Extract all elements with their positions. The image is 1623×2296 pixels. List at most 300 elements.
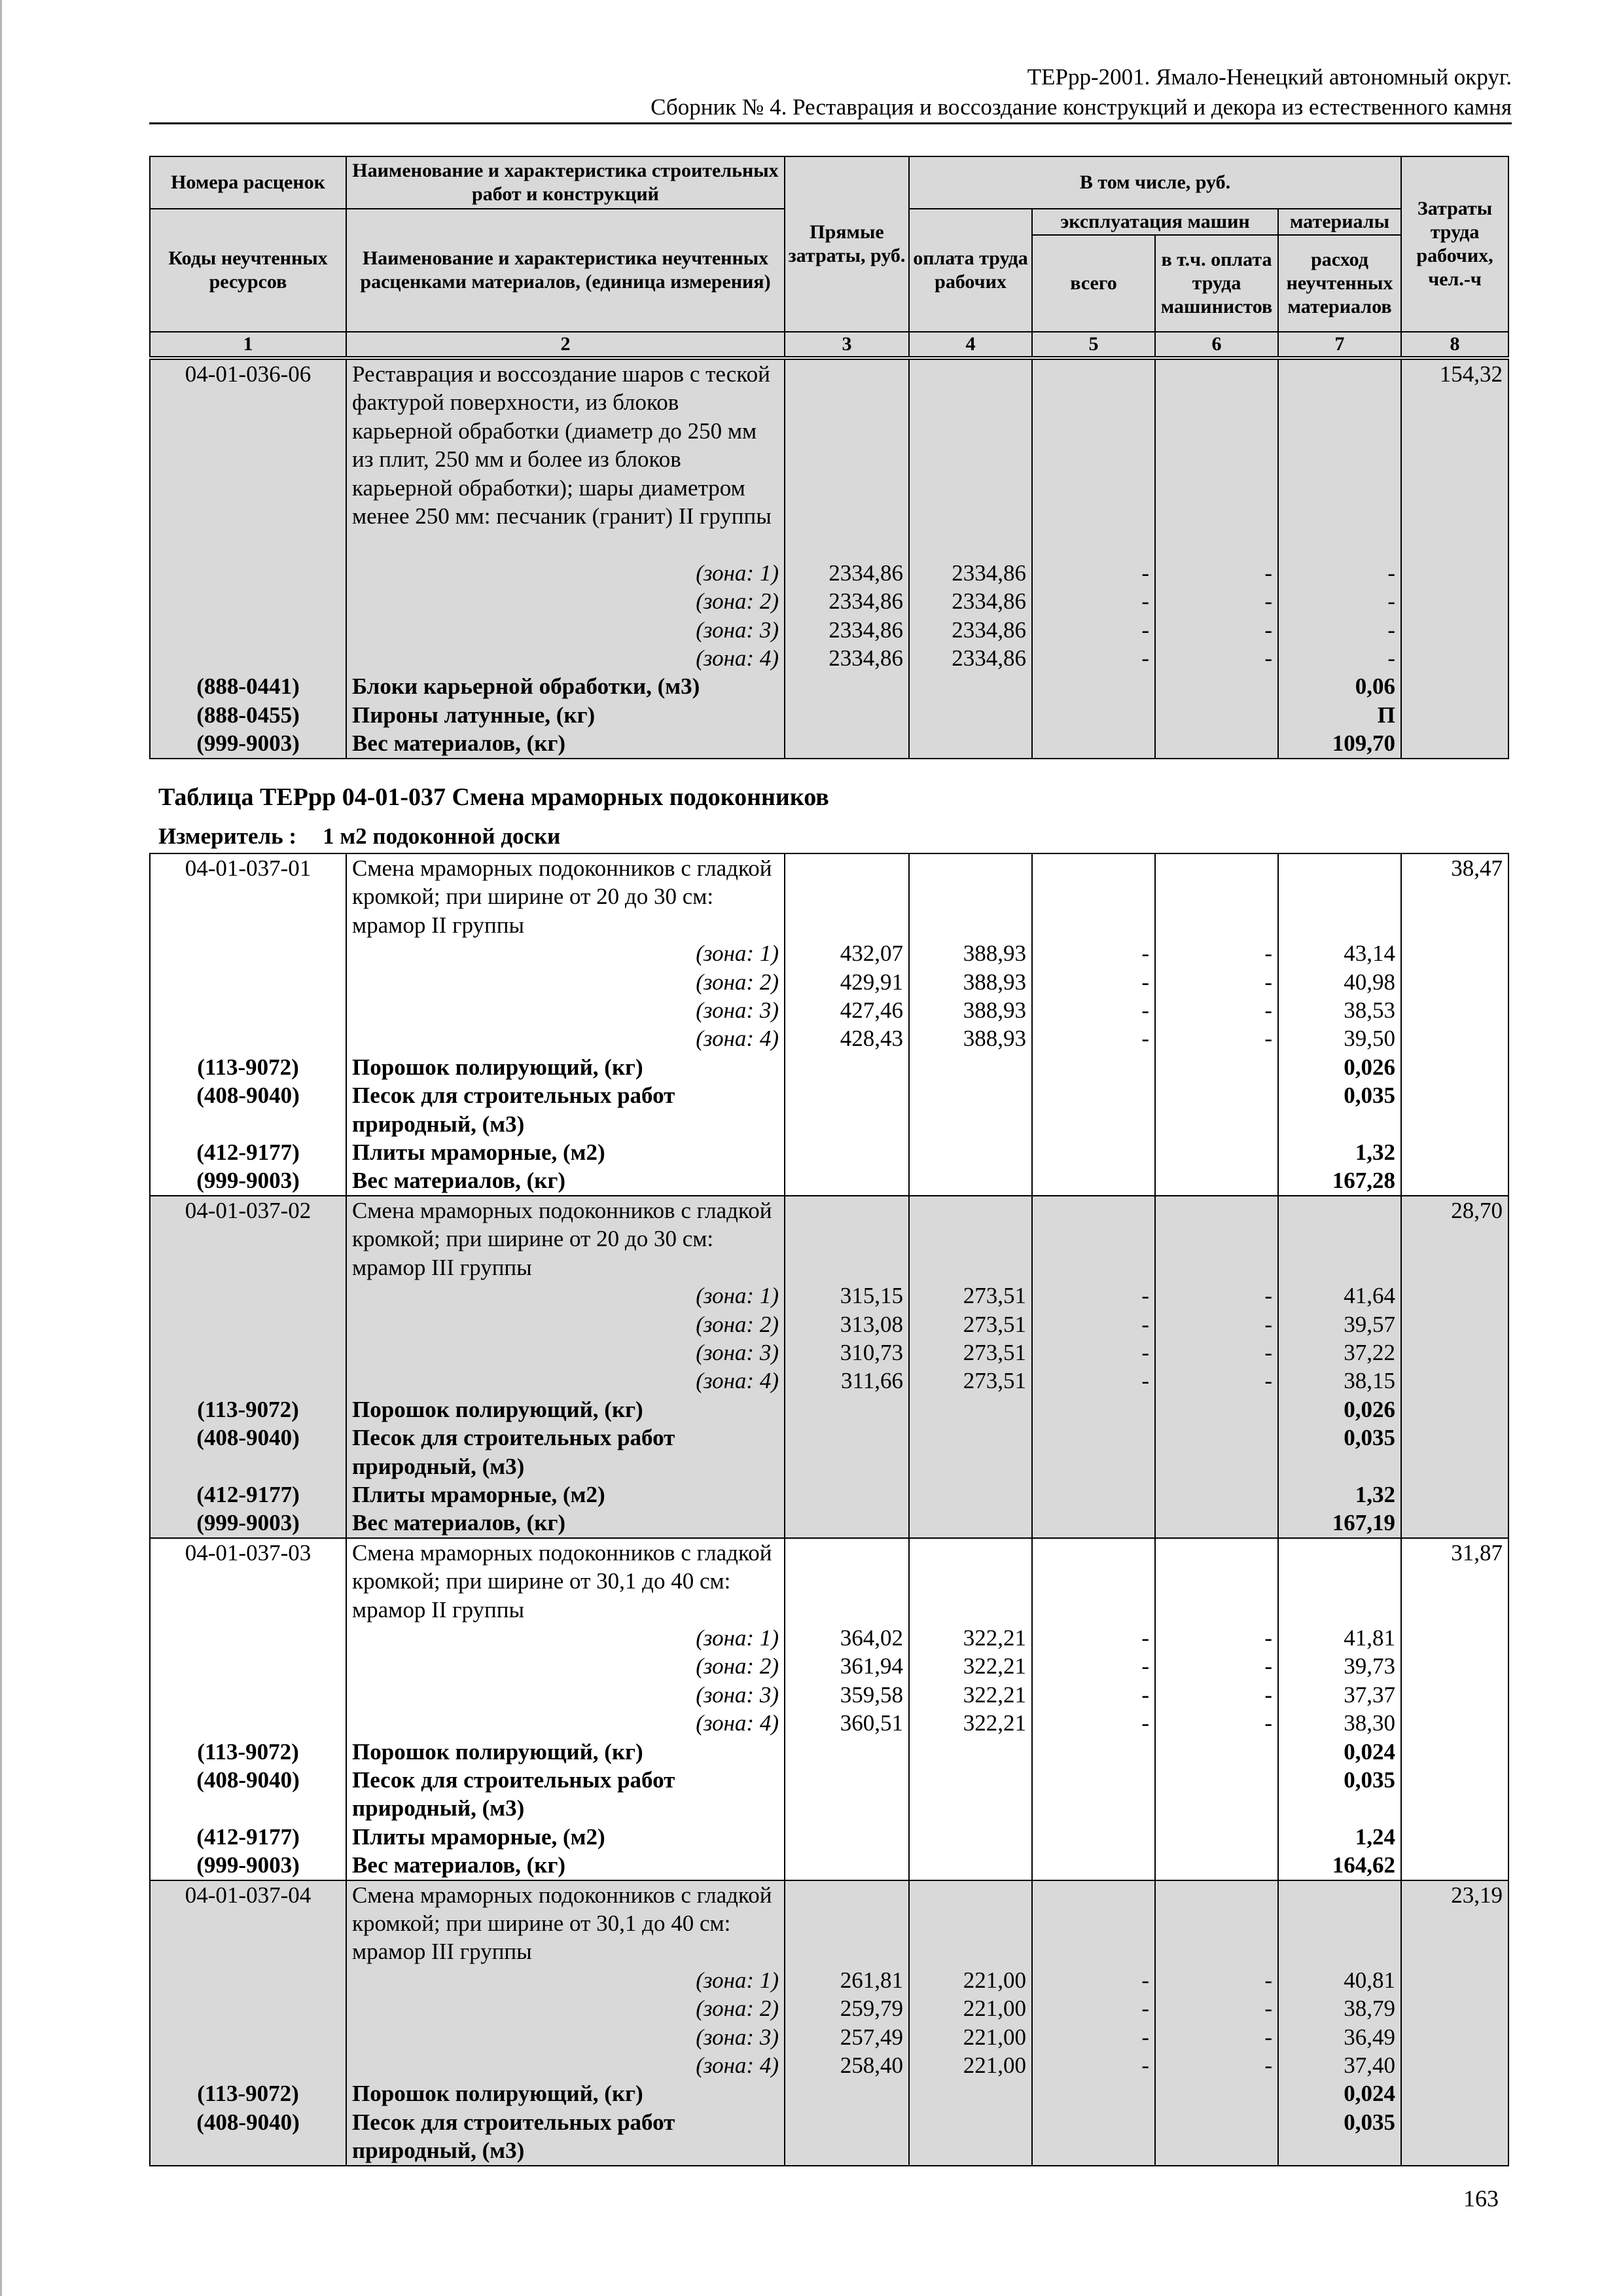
materials-cost: 39,73: [1278, 1652, 1401, 1680]
empty-cell: [1401, 2023, 1508, 2051]
empty-cell: [1032, 1509, 1155, 1537]
resource-code: (999-9003): [150, 1851, 346, 1880]
resource-value: 0,035: [1278, 1766, 1401, 1823]
empty-cell: [1401, 2108, 1508, 2166]
materials-cost: 36,49: [1278, 2023, 1401, 2051]
rate-row: [150, 359, 1508, 559]
rate-row: [150, 1880, 1508, 1966]
resource-name: Порошок полирующий, (кг): [346, 1053, 785, 1081]
rate-code: 04-01-037-01: [150, 853, 346, 939]
resource-name: Порошок полирующий, (кг): [346, 2079, 785, 2108]
zone-row: [150, 939, 1508, 967]
empty-cell: [1155, 1538, 1278, 1624]
empty-cell: [1401, 1851, 1508, 1880]
empty-cell: [1401, 1766, 1508, 1823]
header-rule: [149, 122, 1512, 124]
materials-cost: 37,37: [1278, 1681, 1401, 1709]
empty-cell: [150, 939, 346, 967]
resource-row: [150, 729, 1508, 758]
empty-cell: [909, 1081, 1032, 1138]
empty-cell: [1401, 968, 1508, 996]
empty-cell: [1401, 644, 1508, 672]
resource-value: 0,035: [1278, 1081, 1401, 1138]
resource-name: Плиты мраморные, (м2): [346, 1138, 785, 1166]
zone-label: (зона: 2): [346, 968, 785, 996]
empty-cell: [785, 1851, 909, 1880]
empty-cell: [909, 701, 1032, 729]
empty-cell: [909, 1851, 1032, 1880]
empty-cell: [150, 616, 346, 644]
direct-cost: 258,40: [785, 2051, 909, 2079]
rate-code: 04-01-037-03: [150, 1538, 346, 1624]
empty-cell: [1278, 1196, 1401, 1282]
zone-row: [150, 644, 1508, 672]
materials-cost: 39,57: [1278, 1310, 1401, 1338]
zone-row: [150, 587, 1508, 615]
rates-table-036-body: [150, 359, 1508, 759]
rate-description: Смена мраморных подоконников с гладкой кромкой; при ширине от 30,1 до 40 см: мрамор II группы: [346, 1538, 785, 1624]
machine-total: -: [1032, 1624, 1155, 1652]
empty-cell: [1155, 1738, 1278, 1766]
resource-name: Вес материалов, (кг): [346, 1851, 785, 1880]
rates-table-037-body: [150, 853, 1508, 2166]
measure-value: 1 м2 подоконной доски: [323, 823, 561, 849]
empty-cell: [785, 701, 909, 729]
empty-cell: [909, 1166, 1032, 1195]
empty-cell: [150, 1310, 346, 1338]
empty-cell: [1278, 853, 1401, 939]
labor-pay: 273,51: [909, 1310, 1032, 1338]
empty-cell: [909, 1138, 1032, 1166]
running-header-title: ТЕРрр-2001. Ямало-Ненецкий автономный округ.: [1027, 64, 1512, 90]
materials-cost: -: [1278, 559, 1401, 587]
empty-cell: [1032, 672, 1155, 700]
empty-cell: [785, 1053, 909, 1081]
empty-cell: [1401, 1509, 1508, 1537]
materials-cost: 40,98: [1278, 968, 1401, 996]
empty-cell: [1401, 1652, 1508, 1680]
empty-cell: [1155, 729, 1278, 758]
hdr-materials-group: [1278, 209, 1401, 332]
labor-pay: 388,93: [909, 939, 1032, 967]
empty-cell: [150, 1652, 346, 1680]
empty-cell: [1032, 1424, 1155, 1480]
machinist-pay: -: [1155, 996, 1278, 1024]
labor-pay: 2334,86: [909, 644, 1032, 672]
resource-row: [150, 1823, 1508, 1851]
hdr-incl: В том числе, руб.: [909, 156, 1401, 209]
zone-label: (зона: 2): [346, 1652, 785, 1680]
resource-name: Вес материалов, (кг): [346, 729, 785, 758]
labor-pay: 273,51: [909, 1338, 1032, 1367]
machine-total: -: [1032, 587, 1155, 615]
direct-cost: 261,81: [785, 1966, 909, 1994]
zone-row: [150, 996, 1508, 1024]
resource-code: (412-9177): [150, 1138, 346, 1166]
empty-cell: [1032, 1395, 1155, 1424]
empty-cell: [1401, 1166, 1508, 1195]
materials-cost: 38,15: [1278, 1367, 1401, 1395]
empty-cell: [1401, 2051, 1508, 2079]
direct-cost: 311,66: [785, 1367, 909, 1395]
machinist-pay: -: [1155, 968, 1278, 996]
machine-total: -: [1032, 616, 1155, 644]
direct-cost: 257,49: [785, 2023, 909, 2051]
measure-label: Измеритель :: [158, 823, 297, 849]
labor-cost: 38,47: [1401, 853, 1508, 939]
empty-cell: [909, 1196, 1032, 1282]
zone-row: [150, 616, 1508, 644]
empty-cell: [785, 853, 909, 939]
empty-cell: [1401, 1053, 1508, 1081]
resource-name: Песок для строительных работ природный, (м3): [346, 1081, 785, 1138]
hdr-total: всего: [1033, 236, 1156, 331]
machine-total: -: [1032, 1681, 1155, 1709]
zone-label: (зона: 4): [346, 644, 785, 672]
machinist-pay: -: [1155, 1367, 1278, 1395]
col-number: 6: [1155, 332, 1278, 357]
empty-cell: [1155, 701, 1278, 729]
zone-label: (зона: 2): [346, 1994, 785, 2022]
zone-label: (зона: 1): [346, 1624, 785, 1652]
rate-row: [150, 1196, 1508, 1282]
empty-cell: [785, 2108, 909, 2166]
resource-row: [150, 1766, 1508, 1823]
machine-total: -: [1032, 1966, 1155, 1994]
zone-row: [150, 1338, 1508, 1367]
resource-value: 1,24: [1278, 1823, 1401, 1851]
hdr-mach-pay: в т.ч. оплата труда машинистов: [1160, 249, 1273, 317]
resource-name: Плиты мраморные, (м2): [346, 1823, 785, 1851]
hdr-codes: Коды неучтенных ресурсов: [150, 209, 346, 332]
page-number: 163: [1463, 2185, 1499, 2212]
materials-cost: 41,64: [1278, 1282, 1401, 1310]
zone-label: (зона: 2): [346, 1310, 785, 1338]
resource-code: (412-9177): [150, 1823, 346, 1851]
empty-cell: [1278, 1538, 1401, 1624]
zone-label: (зона: 4): [346, 1024, 785, 1052]
zone-label: (зона: 1): [346, 1966, 785, 1994]
hdr-labor-pay: оплата труда рабочих: [909, 209, 1032, 332]
machinist-pay: -: [1155, 1994, 1278, 2022]
resource-code: (113-9072): [150, 1738, 346, 1766]
resource-code: (999-9003): [150, 1166, 346, 1195]
empty-cell: [1155, 1081, 1278, 1138]
zone-row: [150, 1310, 1508, 1338]
zone-label: (зона: 2): [346, 587, 785, 615]
empty-cell: [150, 1681, 346, 1709]
direct-cost: 315,15: [785, 1282, 909, 1310]
resource-code: (888-0441): [150, 672, 346, 700]
empty-cell: [1155, 1424, 1278, 1480]
machinist-pay: -: [1155, 1338, 1278, 1367]
rate-code: 04-01-037-04: [150, 1880, 346, 1966]
machinist-pay: -: [1155, 939, 1278, 967]
empty-cell: [1401, 1480, 1508, 1509]
empty-cell: [1032, 2108, 1155, 2166]
empty-cell: [150, 559, 346, 587]
zone-row: [150, 2023, 1508, 2051]
resource-row: [150, 1509, 1508, 1537]
empty-cell: [150, 1709, 346, 1737]
labor-pay: 322,21: [909, 1709, 1032, 1737]
zone-label: (зона: 3): [346, 996, 785, 1024]
machine-total: -: [1032, 1338, 1155, 1367]
empty-cell: [1032, 1766, 1155, 1823]
col-number: 5: [1032, 332, 1155, 357]
machinist-pay: -: [1155, 1652, 1278, 1680]
materials-cost: 38,79: [1278, 1994, 1401, 2022]
hdr-materials: материалы: [1279, 209, 1400, 236]
machine-total: -: [1032, 2023, 1155, 2051]
resource-code: (113-9072): [150, 2079, 346, 2108]
empty-cell: [785, 359, 909, 559]
direct-cost: 427,46: [785, 996, 909, 1024]
empty-cell: [1155, 1480, 1278, 1509]
empty-cell: [785, 1538, 909, 1624]
empty-cell: [909, 1738, 1032, 1766]
hdr-name-bottom: Наименование и характеристика неучтенных расценками материалов, (единица измерения): [346, 209, 785, 332]
empty-cell: [1032, 729, 1155, 758]
machinist-pay: -: [1155, 1310, 1278, 1338]
materials-cost: 37,22: [1278, 1338, 1401, 1367]
resource-value: 167,28: [1278, 1166, 1401, 1195]
resource-row: [150, 1480, 1508, 1509]
resource-name: Песок для строительных работ природный, (м3): [346, 2108, 785, 2166]
empty-cell: [1401, 587, 1508, 615]
zone-row: [150, 1966, 1508, 1994]
resource-name: Песок для строительных работ природный, (м3): [346, 1424, 785, 1480]
empty-cell: [1401, 1367, 1508, 1395]
empty-cell: [1155, 672, 1278, 700]
empty-cell: [1401, 1738, 1508, 1766]
col-number: 2: [346, 332, 785, 357]
machinist-pay: -: [1155, 644, 1278, 672]
empty-cell: [785, 1766, 909, 1823]
machine-total: -: [1032, 644, 1155, 672]
empty-cell: [909, 1880, 1032, 1966]
empty-cell: [1155, 1166, 1278, 1195]
empty-cell: [1155, 359, 1278, 559]
resource-row: [150, 1738, 1508, 1766]
rates-table-036: [149, 359, 1509, 759]
machinist-pay: -: [1155, 2051, 1278, 2079]
resource-value: 1,32: [1278, 1138, 1401, 1166]
empty-cell: [1401, 1081, 1508, 1138]
rates-table-037: [149, 853, 1509, 2166]
empty-cell: [1401, 1709, 1508, 1737]
empty-cell: [785, 1138, 909, 1166]
resource-code: (113-9072): [150, 1395, 346, 1424]
empty-cell: [785, 1166, 909, 1195]
empty-cell: [785, 1509, 909, 1537]
empty-cell: [1401, 1823, 1508, 1851]
empty-cell: [1032, 1538, 1155, 1624]
empty-cell: [1155, 1053, 1278, 1081]
machinist-pay: -: [1155, 2023, 1278, 2051]
empty-cell: [150, 1024, 346, 1052]
resource-row: [150, 1851, 1508, 1880]
labor-pay: 221,00: [909, 2051, 1032, 2079]
empty-cell: [909, 2108, 1032, 2166]
resource-row: [150, 1166, 1508, 1195]
resource-value: 0,024: [1278, 2079, 1401, 2108]
zone-label: (зона: 4): [346, 2051, 785, 2079]
hdr-unacc-use: расход неучтенных материалов: [1286, 249, 1393, 317]
direct-cost: 429,91: [785, 968, 909, 996]
empty-cell: [150, 1367, 346, 1395]
machine-total: -: [1032, 996, 1155, 1024]
materials-cost: -: [1278, 616, 1401, 644]
machinist-pay: -: [1155, 1966, 1278, 1994]
zone-label: (зона: 3): [346, 1681, 785, 1709]
materials-cost: 38,30: [1278, 1709, 1401, 1737]
empty-cell: [785, 1823, 909, 1851]
direct-cost: 359,58: [785, 1681, 909, 1709]
zone-label: (зона: 1): [346, 939, 785, 967]
empty-cell: [1032, 1138, 1155, 1166]
direct-cost: 313,08: [785, 1310, 909, 1338]
machinist-pay: -: [1155, 616, 1278, 644]
rate-code: 04-01-037-02: [150, 1196, 346, 1282]
empty-cell: [785, 1880, 909, 1966]
machine-total: -: [1032, 1994, 1155, 2022]
labor-pay: 388,93: [909, 1024, 1032, 1052]
empty-cell: [150, 996, 346, 1024]
empty-cell: [785, 729, 909, 758]
empty-cell: [785, 1081, 909, 1138]
measure-line: [158, 823, 560, 850]
empty-cell: [1401, 939, 1508, 967]
zone-row: [150, 1994, 1508, 2022]
resource-value: 0,035: [1278, 2108, 1401, 2166]
empty-cell: [150, 1624, 346, 1652]
zone-label: (зона: 1): [346, 559, 785, 587]
empty-cell: [150, 644, 346, 672]
empty-cell: [1032, 359, 1155, 559]
resource-code: (408-9040): [150, 2108, 346, 2166]
resource-value: 0,026: [1278, 1053, 1401, 1081]
direct-cost: 2334,86: [785, 587, 909, 615]
col-number: 1: [150, 332, 346, 357]
col-number: 4: [909, 332, 1032, 357]
resource-row: [150, 2108, 1508, 2166]
empty-cell: [909, 359, 1032, 559]
materials-cost: 37,40: [1278, 2051, 1401, 2079]
empty-cell: [1401, 1395, 1508, 1424]
empty-cell: [909, 729, 1032, 758]
empty-cell: [909, 1053, 1032, 1081]
empty-cell: [785, 1424, 909, 1480]
empty-cell: [1401, 2079, 1508, 2108]
machine-total: -: [1032, 559, 1155, 587]
resource-value: 0,035: [1278, 1424, 1401, 1480]
resource-name: Блоки карьерной обработки, (м3): [346, 672, 785, 700]
empty-cell: [150, 1338, 346, 1367]
materials-cost: -: [1278, 587, 1401, 615]
empty-cell: [1401, 672, 1508, 700]
rate-row: [150, 853, 1508, 939]
resource-code: (408-9040): [150, 1081, 346, 1138]
empty-cell: [150, 2051, 346, 2079]
empty-cell: [1155, 1766, 1278, 1823]
zone-label: (зона: 3): [346, 1338, 785, 1367]
empty-cell: [1032, 701, 1155, 729]
resource-name: Пироны латунные, (кг): [346, 701, 785, 729]
labor-pay: 388,93: [909, 996, 1032, 1024]
resource-code: (412-9177): [150, 1480, 346, 1509]
empty-cell: [1032, 1053, 1155, 1081]
resource-code: (113-9072): [150, 1053, 346, 1081]
empty-cell: [909, 1395, 1032, 1424]
zone-row: [150, 2051, 1508, 2079]
empty-cell: [1401, 701, 1508, 729]
empty-cell: [1032, 1738, 1155, 1766]
empty-cell: [1401, 1624, 1508, 1652]
rate-code: 04-01-036-06: [150, 359, 346, 559]
machinist-pay: -: [1155, 1024, 1278, 1052]
resource-row: [150, 1081, 1508, 1138]
machinist-pay: -: [1155, 1681, 1278, 1709]
direct-cost: 2334,86: [785, 644, 909, 672]
empty-cell: [150, 1966, 346, 1994]
rate-description: Смена мраморных подоконников с гладкой кромкой; при ширине от 20 до 30 см: мрамор II группы: [346, 853, 785, 939]
empty-cell: [1032, 2079, 1155, 2108]
direct-cost: 2334,86: [785, 616, 909, 644]
zone-label: (зона: 3): [346, 2023, 785, 2051]
empty-cell: [1032, 1166, 1155, 1195]
empty-cell: [1032, 1081, 1155, 1138]
running-header-collection: Сборник № 4. Реставрация и воссоздание конструкций и декора из естественного камня: [651, 94, 1512, 120]
machinist-pay: -: [1155, 587, 1278, 615]
resource-code: (408-9040): [150, 1424, 346, 1480]
direct-cost: 310,73: [785, 1338, 909, 1367]
resource-row: [150, 1053, 1508, 1081]
rate-description: Смена мраморных подоконников с гладкой кромкой; при ширине от 20 до 30 см: мрамор III группы: [346, 1196, 785, 1282]
zone-row: [150, 1282, 1508, 1310]
labor-pay: 2334,86: [909, 587, 1032, 615]
empty-cell: [1401, 1338, 1508, 1367]
resource-value: П: [1278, 701, 1401, 729]
direct-cost: 428,43: [785, 1024, 909, 1052]
zone-label: (зона: 1): [346, 1282, 785, 1310]
machine-total: -: [1032, 1367, 1155, 1395]
resource-name: Вес материалов, (кг): [346, 1509, 785, 1537]
direct-cost: 259,79: [785, 1994, 909, 2022]
empty-cell: [1401, 616, 1508, 644]
resource-value: 109,70: [1278, 729, 1401, 758]
machine-total: -: [1032, 1282, 1155, 1310]
empty-cell: [1032, 1880, 1155, 1966]
resource-name: Плиты мраморные, (м2): [346, 1480, 785, 1509]
machine-total: -: [1032, 939, 1155, 967]
machine-total: -: [1032, 968, 1155, 996]
empty-cell: [909, 1766, 1032, 1823]
direct-cost: 364,02: [785, 1624, 909, 1652]
empty-cell: [1401, 559, 1508, 587]
materials-cost: 39,50: [1278, 1024, 1401, 1052]
empty-cell: [1401, 1024, 1508, 1052]
empty-cell: [1401, 1994, 1508, 2022]
empty-cell: [1401, 1681, 1508, 1709]
resource-row: [150, 672, 1508, 700]
empty-cell: [1155, 1395, 1278, 1424]
empty-cell: [1032, 853, 1155, 939]
resource-name: Вес материалов, (кг): [346, 1166, 785, 1195]
empty-cell: [1155, 1509, 1278, 1537]
zone-label: (зона: 4): [346, 1367, 785, 1395]
zone-label: (зона: 3): [346, 616, 785, 644]
